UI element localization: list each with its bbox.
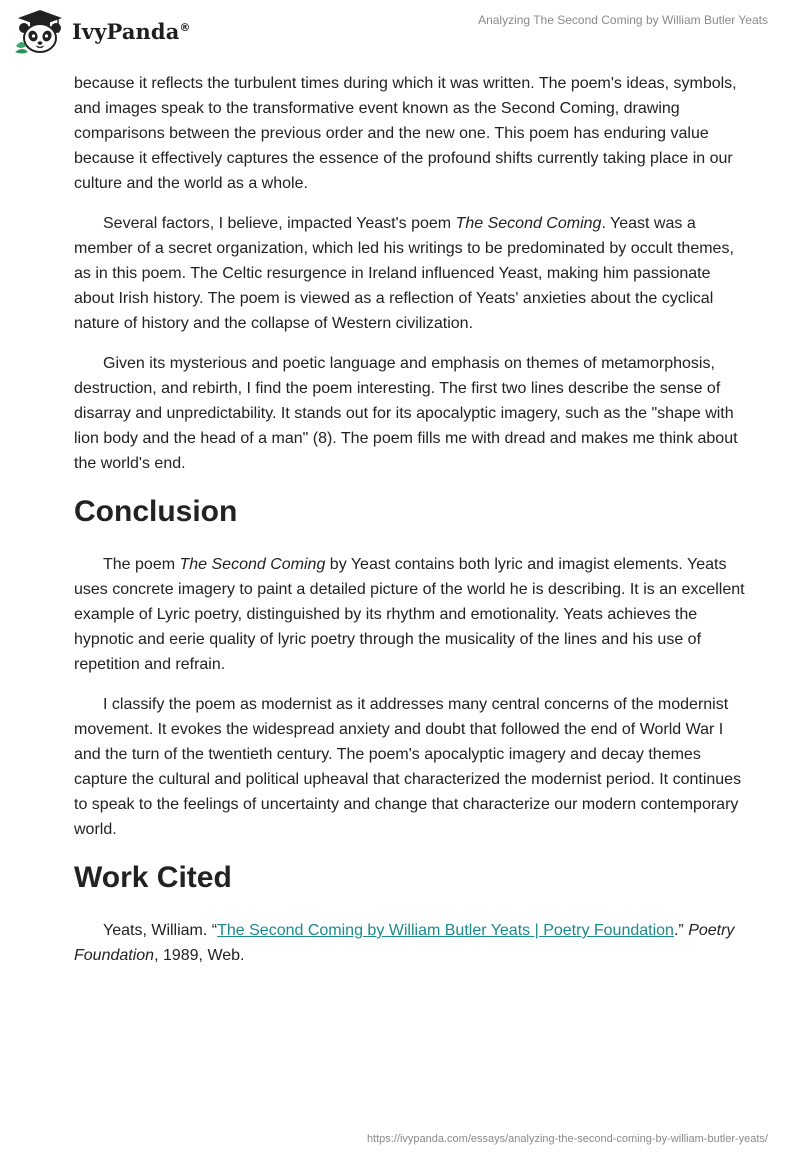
citation-close-quote: .” bbox=[673, 922, 684, 939]
citation-entry bbox=[74, 918, 754, 968]
conclusion-heading: Conclusion bbox=[74, 495, 238, 528]
ivypanda-logo[interactable] bbox=[14, 8, 191, 54]
footer-url: https://ivypanda.com/essays/analyzing-the-second-coming-by-william-butler-yeats/ bbox=[366, 1133, 768, 1145]
brand-name: IvyPanda® bbox=[72, 18, 191, 44]
paragraph-4-start: The poem bbox=[103, 556, 180, 573]
citation-source: Poetry Foundation bbox=[74, 922, 735, 964]
paragraph-2-rest: . Yeast was a member of a secret organization, which led his writings to be predominated by occult themes, as in this poem. The Celtic resurgence in Ireland influenced Yeast, making him passionate about Irish history. The poem is viewed as a reflection of Yeats' anxieties about the cyclical nature of history and the collapse of Western civilization. bbox=[74, 215, 734, 332]
poem-title: The Second Coming bbox=[179, 556, 326, 573]
work-cited-heading: Work Cited bbox=[74, 861, 232, 894]
paragraph-4-rest: by Yeast contains both lyric and imagist elements. Yeats uses concrete imagery to paint a detailed picture of the world he is describing. It is an excellent example of Lyric poetry, distinguished by its rhythm and emotionality. Yeats achieves the hypnotic and eerie quality of lyric poetry through the musicality of the lines and his use of repetition and refrain. bbox=[74, 556, 745, 673]
citation-link[interactable]: The Second Coming by William Butler Yeats | Poetry Foundation bbox=[217, 922, 674, 939]
paragraph-4 bbox=[74, 552, 754, 677]
panda-graduate-icon bbox=[14, 8, 66, 54]
citation-author: Yeats, William. “ bbox=[103, 922, 218, 939]
paragraph-2-start: Several factors, I believe, impacted Yeast's poem bbox=[103, 215, 456, 232]
document-title: Analyzing The Second Coming by William Butler Yeats bbox=[478, 13, 768, 27]
registered-mark: ® bbox=[179, 20, 191, 34]
essay-body bbox=[74, 71, 754, 968]
paragraph-1: because it reflects the turbulent times during which it was written. The poem's ideas, symbols, and images speak to the transformative event known as the Second Coming, drawing comparisons between the previous order and the new one. This poem has enduring value because it effectively captures the essence of the profound shifts currently taking place in our culture and the world as a whole. bbox=[74, 75, 737, 192]
page-header bbox=[0, 0, 800, 66]
paragraph-5: I classify the poem as modernist as it addresses many central concerns of the modernist movement. It evokes the widespread anxiety and doubt that followed the end of World War I and the turn of the twentieth century. The poem's apocalyptic imagery and decay themes capture the cultural and political upheaval that characterized the modernist period. It continues to speak to the feelings of uncertainty and change that characterize our modern contemporary world. bbox=[74, 696, 742, 838]
paragraph-2 bbox=[74, 211, 754, 336]
poem-title: The Second Coming bbox=[455, 215, 602, 232]
paragraph-3: Given its mysterious and poetic language and emphasis on themes of metamorphosis, destruction, and rebirth, I find the poem interesting. The first two lines describe the sense of disarray and unpredictability. It stands out for its apocalyptic imagery, such as the "shape with lion body and the head of a man" (8). The poem fills me with dread and makes me think about the world's end. bbox=[74, 355, 738, 472]
citation-details: , 1989, Web. bbox=[154, 947, 245, 964]
